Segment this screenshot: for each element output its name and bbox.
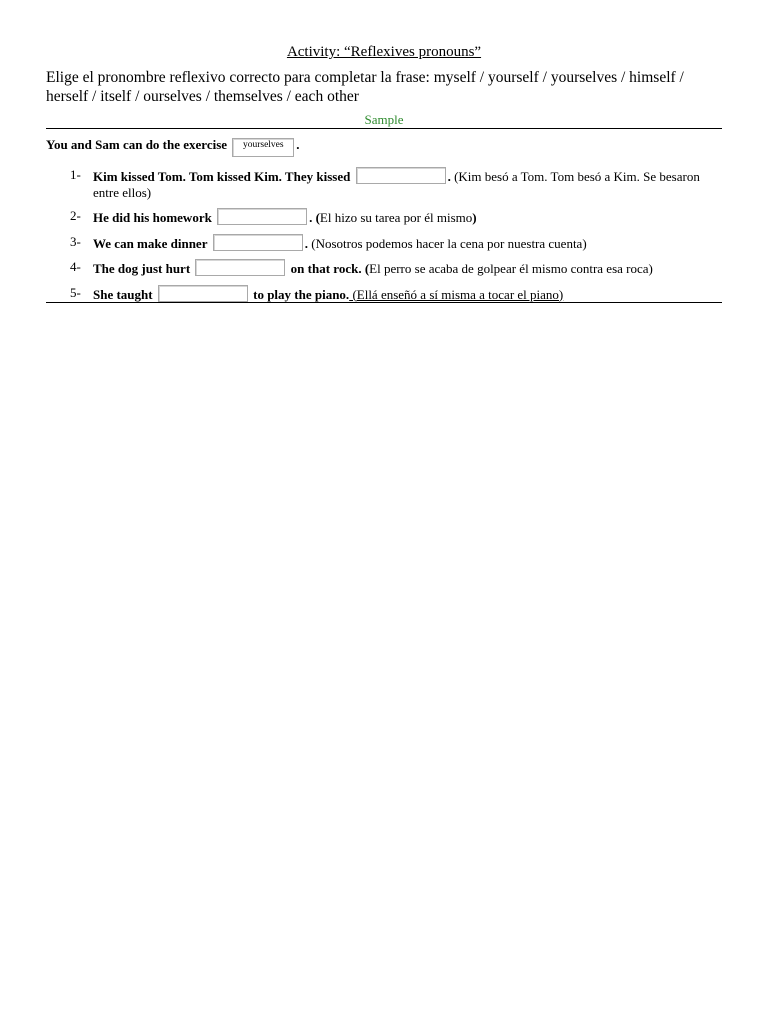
answer-input-5[interactable] bbox=[158, 285, 248, 302]
exercise-number: 2- bbox=[70, 208, 81, 223]
exercise-number: 3- bbox=[70, 233, 81, 249]
answer-input-1[interactable] bbox=[356, 167, 446, 184]
exercise-prompt: Kim kissed Tom. Tom kissed Kim. They kissed bbox=[93, 169, 351, 184]
sample-sentence bbox=[46, 135, 722, 157]
exercise-item-5 bbox=[46, 285, 722, 304]
exercise-prompt-end: . ( bbox=[309, 210, 320, 225]
exercise-item-4 bbox=[46, 259, 722, 277]
exercise-translation-close: ) bbox=[472, 210, 477, 225]
exercise-prompt: We can make dinner bbox=[93, 235, 208, 251]
sample-label: Sample bbox=[364, 112, 404, 127]
page-title: Activity: “Reflexives pronouns” bbox=[286, 44, 482, 60]
exercise-prompt-end: on that rock. ( bbox=[290, 261, 370, 276]
exercise-item-3 bbox=[46, 234, 722, 252]
exercise-prompt-end: . bbox=[447, 169, 451, 184]
exercise-translation: (Nosotros podemos hacer la cena por nuestra cuenta) bbox=[307, 235, 587, 251]
exercise-number: 5- bbox=[70, 284, 81, 300]
top-divider bbox=[46, 128, 722, 129]
exercise-number: 4- bbox=[70, 259, 81, 274]
exercise-prompt: He did his homework bbox=[93, 210, 212, 225]
exercise-list bbox=[46, 167, 722, 303]
exercise-item-2 bbox=[46, 208, 722, 226]
answer-input-2[interactable] bbox=[217, 208, 307, 225]
exercise-prompt-end: . bbox=[304, 235, 308, 251]
exercise-translation: El perro se acaba de golpear él mismo contra esa roca) bbox=[369, 261, 653, 276]
instructions-text: Elige el pronombre reflexivo correcto para completar la frase: myself / yourself / yourselves / himself / herself / itself / ourselves / themselves / each other bbox=[46, 69, 684, 105]
exercise-translation: (Ellá enseñó a sí misma a tocar el piano) bbox=[349, 286, 564, 302]
exercise-translation: (Kim besó a Tom. Tom besó a Kim. Se besaron entre ellos) bbox=[93, 169, 700, 200]
exercise-prompt: She taught bbox=[93, 286, 153, 302]
answer-input-3[interactable] bbox=[213, 234, 303, 251]
exercise-number: 1- bbox=[70, 167, 81, 182]
exercise-prompt-end: to play the piano. bbox=[253, 286, 350, 302]
sample-sentence-end: . bbox=[296, 137, 300, 152]
exercise-translation: El hizo su tarea por él mismo bbox=[319, 210, 473, 225]
sample-sentence-text: You and Sam can do the exercise bbox=[46, 137, 228, 152]
worksheet-page bbox=[46, 42, 722, 303]
sample-answer-box: yourselves bbox=[232, 138, 294, 157]
answer-input-4[interactable] bbox=[195, 259, 285, 276]
exercise-prompt: The dog just hurt bbox=[93, 261, 191, 276]
exercise-item-1 bbox=[46, 167, 722, 200]
